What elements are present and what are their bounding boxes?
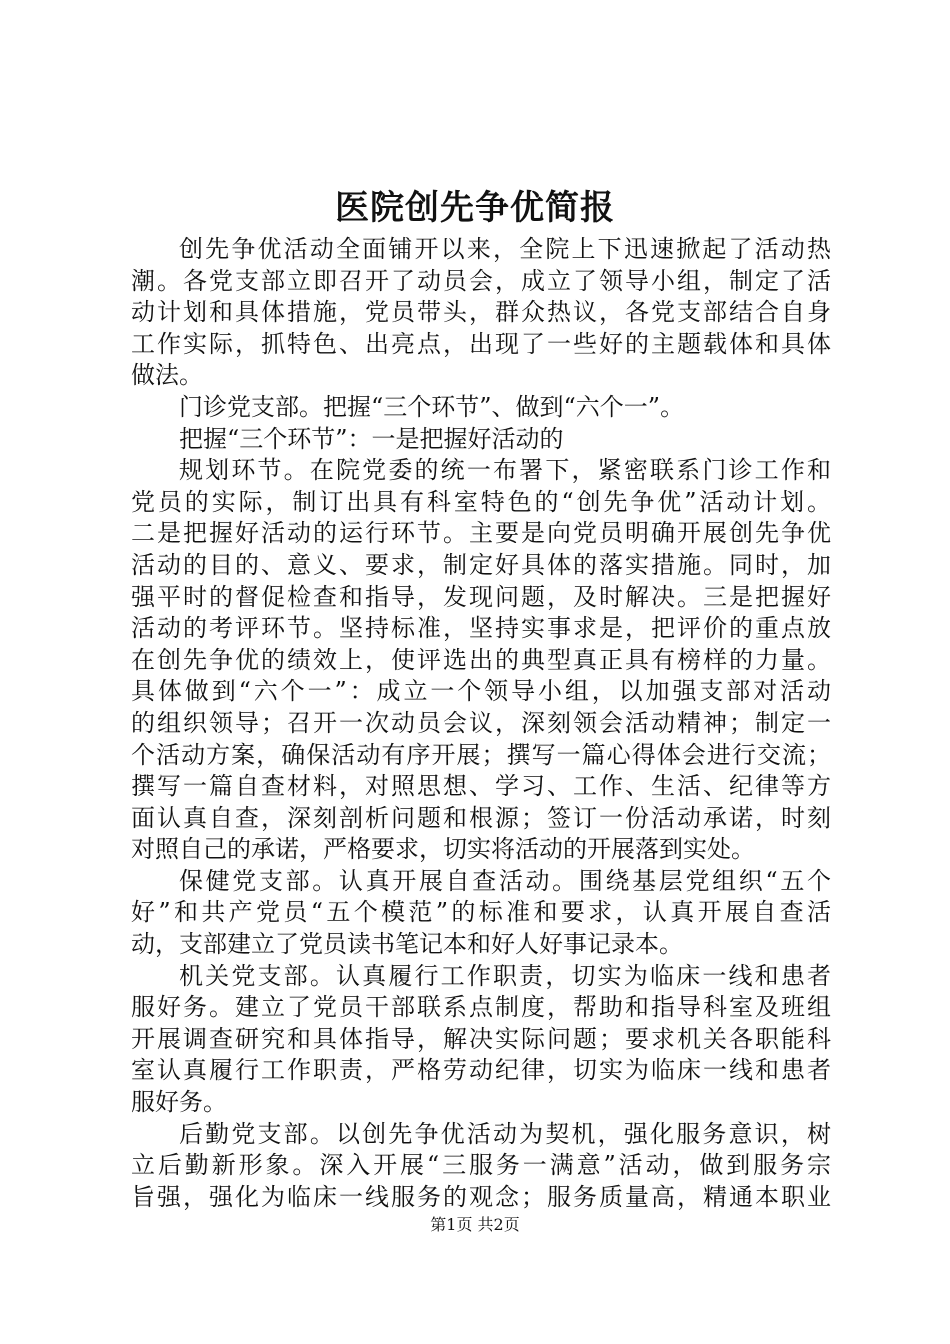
- body-line: 规划环节。在院党委的统一布署下，紧密联系门诊工作和: [179, 456, 831, 485]
- body-line: 活动的考评环节。坚持标准，坚持实事求是，把评价的重点放: [131, 614, 831, 643]
- body-line: 机关党支部。认真履行工作职责，切实为临床一线和患者: [179, 961, 831, 990]
- body-line: 动，支部建立了党员读书笔记本和好人好事记录本。: [131, 930, 683, 959]
- body-line: 撰写一篇自查材料，对照思想、学习、工作、生活、纪律等方: [131, 772, 831, 801]
- body-line: 创先争优活动全面铺开以来，全院上下迅速掀起了活动热: [179, 235, 831, 263]
- document-body: [131, 234, 831, 1213]
- body-line: 在创先争优的绩效上，使评选出的典型真正具有榜样的力量。: [131, 645, 831, 674]
- body-line: 室认真履行工作职责，严格劳动纪律，切实为临床一线和患者: [131, 1056, 831, 1085]
- body-line: 后勤党支部。以创先争优活动为契机，强化服务意识，树: [179, 1119, 831, 1148]
- body-line: 好”和共产党员“五个模范”的标准和要求，认真开展自查活: [131, 898, 831, 927]
- body-line: 立后勤新形象。深入开展“三服务一满意”活动，做到服务宗: [131, 1151, 831, 1180]
- body-line: 保健党支部。认真开展自查活动。围绕基层党组织“五个: [179, 866, 831, 895]
- document-title: 医院创先争优简报: [335, 188, 615, 228]
- body-line: 具体做到“六个一”：成立一个领导小组，以加强支部对活动: [131, 677, 831, 706]
- body-line: 的组织领导；召开一次动员会议，深刻领会活动精神；制定一: [131, 708, 831, 737]
- body-line: 活动的目的、意义、要求，制定好具体的落实措施。同时，加: [131, 550, 831, 579]
- body-line: 对照自己的承诺，严格要求，切实将活动的开展落到实处。: [131, 835, 755, 864]
- body-line: 旨强，强化为临床一线服务的观念；服务质量高，精通本职业: [131, 1182, 831, 1211]
- body-line: 服好务。建立了党员干部联系点制度，帮助和指导科室及班组: [131, 993, 831, 1022]
- page-indicator: 第1页 共2页: [430, 1215, 520, 1234]
- body-line: 做法。: [131, 361, 203, 390]
- body-line: 动计划和具体措施，党员带头，群众热议，各党支部结合自身: [131, 298, 831, 327]
- body-line: 潮。各党支部立即召开了动员会，成立了领导小组，制定了活: [131, 266, 831, 295]
- body-line: 门诊党支部。把握“三个环节”、做到“六个一”。: [179, 392, 685, 421]
- body-line: 开展调查研究和具体指导，解决实际问题；要求机关各职能科: [131, 1024, 831, 1053]
- body-line: 把握“三个环节”：一是把握好活动的: [179, 424, 564, 453]
- body-line: 工作实际，抓特色、出亮点，出现了一些好的主题载体和具体: [131, 329, 831, 358]
- body-line: 面认真自查，深刻剖析问题和根源；签订一份活动承诺，时刻: [131, 803, 831, 832]
- body-line: 二是把握好活动的运行环节。主要是向党员明确开展创先争优: [131, 519, 831, 548]
- body-line: 党员的实际，制订出具有科室特色的“创先争优”活动计划。: [131, 487, 831, 516]
- body-line: 强平时的督促检查和指导，发现问题，及时解决。三是把握好: [131, 582, 831, 611]
- body-line: 个活动方案，确保活动有序开展；撰写一篇心得体会进行交流；: [131, 740, 831, 769]
- body-line: 服好务。: [131, 1088, 227, 1117]
